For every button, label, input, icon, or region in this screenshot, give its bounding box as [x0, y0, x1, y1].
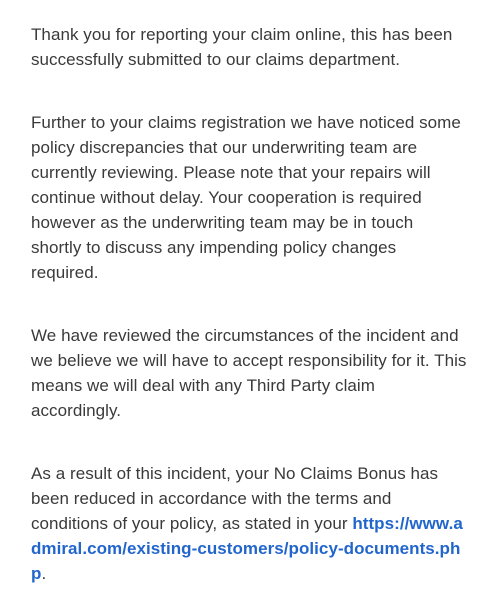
- no-claims-bonus-text: As a result of this incident, your No Claims Bonus has been reduced in accordance with the terms and conditions of your policy, as stated in your: [31, 464, 439, 533]
- policy-documents-link[interactable]: https://www.admiral.com/existing-customers/policy-documents.php: [31, 514, 463, 583]
- message-paragraph-no-claims-bonus: [31, 461, 468, 586]
- message-paragraph-policy-discrepancies: Further to your claims registration we have noticed some policy discrepancies that our underwriting team are currently reviewing. Please note that your repairs will continue without delay. Your cooperation is required however as the underwriting team may be in touch shortly to discuss any impending policy changes required.: [31, 113, 461, 282]
- message-paragraph-responsibility: We have reviewed the circumstances of the incident and we believe we will have to accept responsibility for it. This means we will deal with any Third Party claim accordingly.: [31, 326, 467, 420]
- message-paragraph-claim-submitted: Thank you for reporting your claim online, this has been successfully submitted to our claims department.: [31, 25, 453, 69]
- trailing-period: .: [41, 564, 47, 583]
